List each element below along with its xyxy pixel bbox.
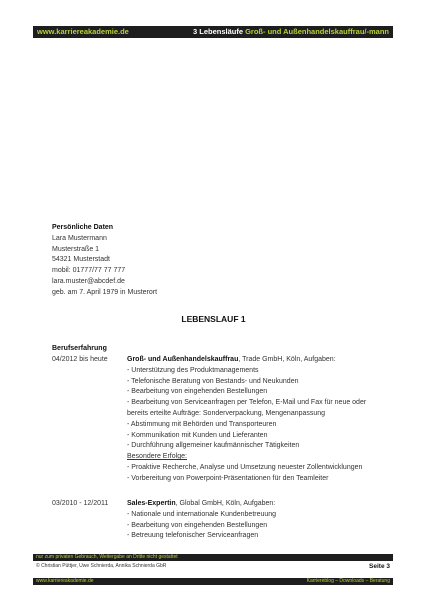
- header-title-prefix: 3 Lebensläufe: [192, 27, 246, 36]
- job-1-task: - Bearbeitung von eingehenden Bestellungen: [127, 388, 268, 396]
- header-title: [193, 26, 389, 38]
- personal-city: 54321 Musterstadt: [52, 256, 110, 264]
- job-1-task: - Abstimmung mit Behörden und Transporteuren: [127, 420, 277, 428]
- job-2-task: - Nationale und internationale Kundenbetreuung: [127, 510, 277, 518]
- job-1-task: - Unterstützung des Produktmanagements: [127, 366, 259, 374]
- personal-birth: geb. am 7. April 1979 in Musterort: [52, 288, 158, 296]
- job-1-title-line: [127, 355, 375, 366]
- job-1-period: 04/2012 bis heute: [52, 356, 108, 363]
- job-1-task: - Kommunikation mit Kunden und Lieferanten: [127, 431, 268, 439]
- job-1-role: Groß- und Außenhandelskauffrau: [127, 356, 239, 363]
- job-2-details: [127, 499, 375, 542]
- footer-copyright: © Christian Püttjer, Uwe Schnierda, Annika Schnierda GbR: [36, 563, 167, 569]
- job-1-details: [127, 355, 375, 485]
- personal-email: lara.muster@abcdef.de: [52, 277, 125, 285]
- job-1-task: - Durchführung allgemeiner kaufmännischer Tätigkeiten: [127, 442, 300, 450]
- job-1-task: bereits erteilte Aufträge: Sonderverpackung, Mengenanpassung: [127, 409, 326, 417]
- personal-street: Musterstraße 1: [52, 245, 100, 253]
- footer-website-link[interactable]: www.karriereakademie.de: [36, 578, 94, 584]
- header-website-link[interactable]: www.karriereakademie.de: [37, 27, 129, 36]
- footer-info: [33, 561, 393, 578]
- footer-links-bar: [33, 578, 393, 585]
- footer-notice-bar: [33, 554, 393, 561]
- personal-data-block: [52, 223, 157, 299]
- header-title-accent: Groß- und Außenhandelskauffrau/-mann: [245, 27, 389, 36]
- footer-notice: nur zum privaten Gebrauch, Weitergabe an Dritte nicht gestattet: [36, 554, 178, 560]
- job-2-task: - Betreuung telefonischer Serviceanfragen: [127, 532, 259, 540]
- job-2-period: 03/2010 - 12/2011: [52, 500, 109, 507]
- footer-links[interactable]: Karriereblog – Downloads – Beratung: [306, 578, 390, 584]
- job-2-role: Sales-Expertin: [127, 500, 176, 507]
- cv-title: LEBENSLAUF 1: [181, 314, 246, 324]
- job-1-company: , Trade GmbH, Köln, Aufgaben:: [238, 356, 336, 363]
- job-1-task: - Telefonische Beratung von Bestands- und Neukunden: [127, 377, 299, 385]
- job-1-success: - Proaktive Recherche, Analyse und Umsetzung neuester Zollentwicklungen: [127, 463, 363, 471]
- job-1-success-heading: Besondere Erfolge:: [127, 453, 187, 461]
- page-number: Seite 3: [369, 563, 390, 570]
- job-2-company: , Global GmbH, Köln, Aufgaben:: [175, 500, 276, 507]
- header-bar: [33, 26, 393, 38]
- personal-mobile: mobil: 01777/77 77 777: [52, 267, 126, 275]
- personal-name: Lara Mustermann: [52, 234, 107, 242]
- job-2-task: - Bearbeitung von eingehenden Bestellungen: [127, 521, 268, 529]
- personal-data-heading: Persönliche Daten: [52, 224, 114, 231]
- job-1-task: - Bearbeitung von Serviceanfragen per Telefon, E-Mail und Fax für neue oder: [127, 399, 367, 407]
- experience-heading: Berufserfahrung: [52, 345, 107, 352]
- job-2-title-line: [127, 499, 375, 510]
- job-1-success: - Vorbereitung von Powerpoint-Präsentationen für den Teamleiter: [127, 474, 329, 482]
